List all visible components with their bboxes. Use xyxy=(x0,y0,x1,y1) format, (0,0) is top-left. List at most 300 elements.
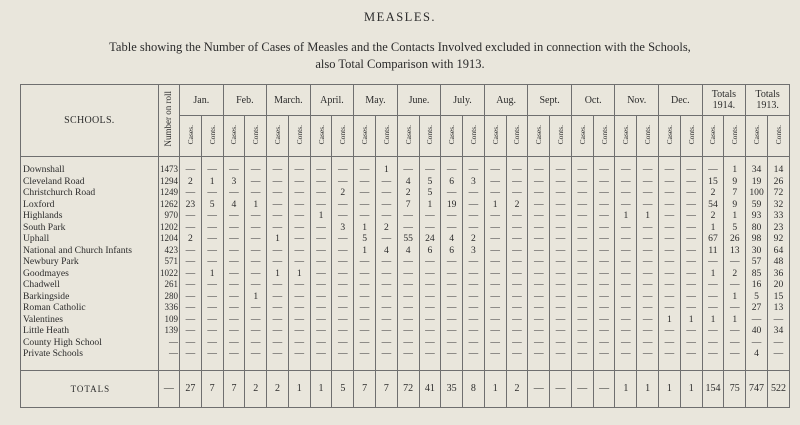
cases-subheader: Cases. xyxy=(267,116,289,157)
cases-cell: — xyxy=(354,199,376,211)
total-contacts-cell: 41 xyxy=(419,370,441,407)
contacts-cell: 2 xyxy=(375,222,397,234)
contacts-cell: 1 xyxy=(637,210,659,222)
contacts-cell: — xyxy=(332,279,354,291)
contacts-cell: — xyxy=(767,348,789,370)
month-header-may: May. xyxy=(354,85,398,116)
table-row xyxy=(21,279,790,291)
contacts-cell: 2 xyxy=(332,187,354,199)
contacts-cell: — xyxy=(288,157,310,176)
cases-cell: 1 xyxy=(310,210,332,222)
totals-roll: — xyxy=(158,370,179,407)
month-header-oct: Oct. xyxy=(571,85,615,116)
contacts-cell: — xyxy=(288,279,310,291)
cases-cell: — xyxy=(267,348,289,370)
cases-subheader: Cases. xyxy=(354,116,376,157)
contacts-cell: — xyxy=(637,291,659,303)
contacts-cell: — xyxy=(463,325,485,337)
contacts-cell: — xyxy=(680,187,702,199)
cases-cell: 4 xyxy=(397,176,419,188)
cases-cell: — xyxy=(659,302,681,314)
cases-cell: — xyxy=(571,325,593,337)
cases-cell: 4 xyxy=(441,233,463,245)
contacts-cell: — xyxy=(245,187,267,199)
cases-cell: — xyxy=(484,325,506,337)
contacts-cell: — xyxy=(419,222,441,234)
contacts-cell: — xyxy=(463,187,485,199)
school-name: Christchurch Road xyxy=(21,187,159,199)
contacts-cell: 72 xyxy=(767,187,789,199)
cases-cell: 4 xyxy=(223,199,245,211)
contacts-cell: 3 xyxy=(463,176,485,188)
number-on-roll: 109 xyxy=(158,314,179,326)
cases-cell: 1 xyxy=(354,245,376,257)
contacts-cell: — xyxy=(550,176,572,188)
cases-cell: — xyxy=(310,222,332,234)
cases-cell: — xyxy=(180,291,202,303)
cases-cell: — xyxy=(571,210,593,222)
contacts-cell: — xyxy=(680,337,702,349)
contacts-cell: — xyxy=(332,210,354,222)
cases-cell: — xyxy=(571,302,593,314)
contacts-cell: — xyxy=(680,233,702,245)
cases-cell: 30 xyxy=(746,245,768,257)
cases-cell: — xyxy=(267,302,289,314)
cases-cell: — xyxy=(571,157,593,176)
cases-cell: — xyxy=(528,337,550,349)
school-name: Barkingside xyxy=(21,291,159,303)
cases-cell: — xyxy=(310,314,332,326)
contacts-cell: 1 xyxy=(288,268,310,280)
month-header-april: April. xyxy=(310,85,354,116)
school-name: Valentines xyxy=(21,314,159,326)
cases-cell: 3 xyxy=(223,176,245,188)
measles-table xyxy=(20,84,790,408)
contacts-cell: — xyxy=(463,348,485,370)
contacts-cell: — xyxy=(506,245,528,257)
contacts-cell: — xyxy=(506,314,528,326)
cases-cell: — xyxy=(397,279,419,291)
cases-cell: — xyxy=(571,291,593,303)
contacts-cell: — xyxy=(724,325,746,337)
cases-cell: — xyxy=(702,256,724,268)
cases-cell: — xyxy=(615,245,637,257)
cases-cell: — xyxy=(180,268,202,280)
contacts-cell: — xyxy=(419,348,441,370)
contacts-cell: 34 xyxy=(767,325,789,337)
contacts-cell: — xyxy=(550,279,572,291)
contacts-cell: — xyxy=(593,291,615,303)
cases-cell: — xyxy=(659,210,681,222)
contacts-cell: — xyxy=(680,210,702,222)
school-name: Downshall xyxy=(21,157,159,176)
cases-cell: — xyxy=(354,348,376,370)
cases-cell: — xyxy=(484,256,506,268)
contacts-cell: — xyxy=(375,279,397,291)
contacts-cell: 14 xyxy=(767,157,789,176)
contacts-cell: — xyxy=(593,348,615,370)
contacts-cell: — xyxy=(419,302,441,314)
cases-cell: 40 xyxy=(746,325,768,337)
cases-cell: — xyxy=(528,176,550,188)
contacts-cell: 20 xyxy=(767,279,789,291)
table-row xyxy=(21,187,790,199)
contacts-cell: 6 xyxy=(419,245,441,257)
cases-cell: — xyxy=(267,337,289,349)
contacts-cell: — xyxy=(245,279,267,291)
contacts-cell: — xyxy=(593,337,615,349)
cases-cell: — xyxy=(354,291,376,303)
contacts-cell: — xyxy=(288,325,310,337)
cases-cell: — xyxy=(180,348,202,370)
cases-cell: — xyxy=(223,268,245,280)
contacts-cell: — xyxy=(506,268,528,280)
cases-cell: 1 xyxy=(615,210,637,222)
contacts-cell: — xyxy=(593,233,615,245)
total-contacts-cell: 522 xyxy=(767,370,789,407)
cases-cell: — xyxy=(180,157,202,176)
contacts-cell: — xyxy=(724,279,746,291)
contacts-cell: 15 xyxy=(767,291,789,303)
contacts-cell: — xyxy=(550,210,572,222)
contacts-cell: — xyxy=(375,233,397,245)
cases-cell: — xyxy=(310,291,332,303)
contacts-cell: — xyxy=(550,325,572,337)
contacts-cell: — xyxy=(201,291,223,303)
cases-cell: 11 xyxy=(702,245,724,257)
contacts-cell: — xyxy=(375,337,397,349)
contacts-cell: — xyxy=(506,210,528,222)
school-name: Roman Catholic xyxy=(21,302,159,314)
contacts-cell: — xyxy=(680,268,702,280)
contacts-cell: 7 xyxy=(724,187,746,199)
cases-cell: 5 xyxy=(354,233,376,245)
number-on-roll: 1202 xyxy=(160,221,179,232)
cases-cell: — xyxy=(571,337,593,349)
cases-cell: — xyxy=(528,187,550,199)
contacts-cell: 1 xyxy=(245,291,267,303)
school-name: Highlands xyxy=(21,210,159,222)
contacts-cell: — xyxy=(593,256,615,268)
cases-cell: — xyxy=(310,256,332,268)
contacts-cell: — xyxy=(593,325,615,337)
cases-cell: — xyxy=(659,245,681,257)
cases-cell: — xyxy=(397,291,419,303)
totals-1913-header: Totals 1913. xyxy=(746,85,790,116)
contacts-cell: 1 xyxy=(724,210,746,222)
contacts-cell: 1 xyxy=(724,291,746,303)
contacts-cell: — xyxy=(767,314,789,326)
number-on-roll: 571 xyxy=(158,256,179,268)
contacts-cell: 92 xyxy=(767,233,789,245)
contacts-cell: — xyxy=(680,176,702,188)
month-header-july: July. xyxy=(441,85,485,116)
cases-cell: — xyxy=(441,210,463,222)
contacts-cell: — xyxy=(375,314,397,326)
table-row xyxy=(21,222,790,234)
cases-cell: — xyxy=(223,314,245,326)
contacts-cell: — xyxy=(506,157,528,176)
cases-cell: — xyxy=(615,199,637,211)
contacts-cell: — xyxy=(245,268,267,280)
contacts-cell: — xyxy=(637,245,659,257)
cases-cell: 80 xyxy=(746,222,768,234)
contacts-cell: — xyxy=(637,233,659,245)
number-on-roll: 1249 xyxy=(160,187,179,197)
cases-cell: — xyxy=(615,291,637,303)
cases-cell: 1 xyxy=(267,233,289,245)
table-row xyxy=(21,325,790,337)
contacts-cell: 2 xyxy=(506,199,528,211)
contacts-cell: 2 xyxy=(463,233,485,245)
cases-cell: — xyxy=(659,348,681,370)
cases-cell: — xyxy=(267,325,289,337)
total-contacts-cell: 7 xyxy=(375,370,397,407)
contacts-cell: — xyxy=(593,176,615,188)
cases-cell: — xyxy=(223,291,245,303)
cases-cell: 1 xyxy=(702,222,724,234)
total-cases-cell: 1 xyxy=(615,370,637,407)
number-on-roll: 1022 xyxy=(160,267,179,278)
cases-cell: — xyxy=(571,348,593,370)
cases-cell: — xyxy=(702,157,724,176)
contacts-cell: — xyxy=(332,291,354,303)
cases-cell: — xyxy=(310,279,332,291)
cases-cell: — xyxy=(528,291,550,303)
total-cases-cell: 2 xyxy=(267,370,289,407)
contacts-cell: — xyxy=(680,291,702,303)
conts-subheader: Conts. xyxy=(332,116,354,157)
contacts-cell: 1 xyxy=(680,314,702,326)
cases-cell: — xyxy=(702,302,724,314)
cases-cell: 4 xyxy=(746,348,768,370)
cases-cell: — xyxy=(354,268,376,280)
contacts-cell: — xyxy=(288,187,310,199)
table-caption-line-2: also Total Comparison with 1913. xyxy=(315,57,485,71)
cases-cell: — xyxy=(310,325,332,337)
contacts-cell: — xyxy=(332,245,354,257)
number-on-roll-header: Number on roll xyxy=(158,85,179,157)
contacts-cell: 1 xyxy=(419,199,441,211)
contacts-cell: — xyxy=(506,176,528,188)
contacts-cell: — xyxy=(201,279,223,291)
cases-cell: — xyxy=(441,187,463,199)
table-row xyxy=(21,302,790,314)
cases-cell: — xyxy=(267,187,289,199)
cases-cell: 2 xyxy=(397,187,419,199)
cases-cell: — xyxy=(528,245,550,257)
cases-cell: — xyxy=(223,245,245,257)
totals-1914-header: Totals 1914. xyxy=(702,85,746,116)
cases-cell: — xyxy=(441,291,463,303)
cases-cell: 16 xyxy=(746,279,768,291)
cases-cell: — xyxy=(659,325,681,337)
cases-cell: — xyxy=(615,302,637,314)
totals-row xyxy=(21,370,790,407)
contacts-cell: — xyxy=(463,256,485,268)
contacts-cell: — xyxy=(593,187,615,199)
contacts-cell: — xyxy=(550,314,572,326)
cases-cell: — xyxy=(223,325,245,337)
cases-subheader: Cases. xyxy=(180,116,202,157)
contacts-cell: — xyxy=(637,348,659,370)
contacts-cell: — xyxy=(201,348,223,370)
month-header-jan: Jan. xyxy=(180,85,224,116)
contacts-cell: — xyxy=(201,337,223,349)
cases-subheader: Cases. xyxy=(441,116,463,157)
contacts-cell: — xyxy=(375,199,397,211)
contacts-cell: — xyxy=(550,233,572,245)
cases-cell: — xyxy=(571,314,593,326)
total-contacts-cell: 2 xyxy=(245,370,267,407)
cases-cell: — xyxy=(180,256,202,268)
cases-cell: — xyxy=(659,291,681,303)
contacts-cell: 9 xyxy=(724,176,746,188)
contacts-cell: — xyxy=(550,337,572,349)
contacts-cell: — xyxy=(680,302,702,314)
cases-cell: — xyxy=(180,325,202,337)
contacts-cell: — xyxy=(637,256,659,268)
conts-subheader: Conts. xyxy=(375,116,397,157)
cases-cell: — xyxy=(528,256,550,268)
contacts-cell: — xyxy=(593,245,615,257)
contacts-cell: — xyxy=(245,314,267,326)
contacts-cell: — xyxy=(201,187,223,199)
cases-cell: — xyxy=(354,187,376,199)
contacts-cell: 48 xyxy=(767,256,789,268)
contacts-cell: — xyxy=(680,199,702,211)
cases-cell: — xyxy=(571,233,593,245)
contacts-cell: — xyxy=(419,210,441,222)
cases-cell: — xyxy=(441,314,463,326)
contacts-cell: — xyxy=(288,176,310,188)
contacts-cell: — xyxy=(201,157,223,176)
total-cases-cell: 1 xyxy=(310,370,332,407)
total-contacts-cell: 7 xyxy=(201,370,223,407)
school-name: Cleveland Road xyxy=(21,176,159,188)
month-header-aug: Aug. xyxy=(484,85,528,116)
number-on-roll: 970 xyxy=(158,210,179,222)
contacts-cell: — xyxy=(245,337,267,349)
contacts-cell: — xyxy=(419,256,441,268)
contacts-cell: — xyxy=(463,291,485,303)
contacts-cell: — xyxy=(637,199,659,211)
cases-cell: — xyxy=(397,302,419,314)
cases-cell: — xyxy=(571,256,593,268)
cases-cell: — xyxy=(615,279,637,291)
contacts-cell: — xyxy=(332,337,354,349)
conts-subheader: Conts. xyxy=(419,116,441,157)
cases-cell: — xyxy=(659,268,681,280)
cases-cell: 2 xyxy=(702,187,724,199)
cases-cell: — xyxy=(223,279,245,291)
cases-cell: — xyxy=(441,325,463,337)
contacts-cell: — xyxy=(724,256,746,268)
total-cases-cell: 1 xyxy=(484,370,506,407)
total-contacts-cell: 1 xyxy=(288,370,310,407)
cases-cell: — xyxy=(659,256,681,268)
cases-subheader: Cases. xyxy=(397,116,419,157)
contacts-cell: — xyxy=(245,256,267,268)
number-on-roll: 261 xyxy=(158,279,179,291)
contacts-cell: — xyxy=(419,279,441,291)
cases-cell: — xyxy=(223,348,245,370)
contacts-cell: — xyxy=(245,176,267,188)
cases-cell: — xyxy=(310,245,332,257)
contacts-cell: — xyxy=(288,291,310,303)
conts-subheader: Conts. xyxy=(680,116,702,157)
cases-cell: — xyxy=(180,302,202,314)
contacts-cell: — xyxy=(375,348,397,370)
cases-cell: — xyxy=(702,348,724,370)
cases-cell: — xyxy=(441,222,463,234)
cases-cell: 15 xyxy=(702,176,724,188)
cases-cell: 54 xyxy=(702,199,724,211)
total-contacts-cell: — xyxy=(593,370,615,407)
cases-cell: — xyxy=(484,233,506,245)
cases-cell: — xyxy=(397,348,419,370)
cases-cell: 27 xyxy=(746,302,768,314)
contacts-cell: — xyxy=(506,222,528,234)
cases-cell: — xyxy=(441,337,463,349)
cases-cell: 23 xyxy=(180,199,202,211)
contacts-cell: — xyxy=(637,337,659,349)
contacts-cell: 2 xyxy=(724,268,746,280)
contacts-cell: — xyxy=(463,314,485,326)
contacts-cell: — xyxy=(288,256,310,268)
cases-cell: — xyxy=(180,314,202,326)
contacts-cell: 1 xyxy=(201,268,223,280)
cases-cell: 19 xyxy=(746,176,768,188)
cases-cell: — xyxy=(702,279,724,291)
contacts-cell: — xyxy=(375,210,397,222)
schools-column-header: SCHOOLS. xyxy=(21,85,159,157)
contacts-cell: 33 xyxy=(767,210,789,222)
contacts-cell: — xyxy=(463,222,485,234)
cases-cell: 1 xyxy=(702,314,724,326)
cases-cell: — xyxy=(397,222,419,234)
cases-cell: — xyxy=(223,157,245,176)
total-cases-cell: 7 xyxy=(223,370,245,407)
cases-cell: — xyxy=(310,268,332,280)
school-name: Chadwell xyxy=(21,279,159,291)
cases-cell: — xyxy=(615,325,637,337)
contacts-cell: — xyxy=(245,325,267,337)
conts-subheader: Conts. xyxy=(201,116,223,157)
contacts-cell: — xyxy=(419,325,441,337)
contacts-cell: — xyxy=(724,337,746,349)
contacts-cell: — xyxy=(550,222,572,234)
cases-cell: — xyxy=(484,302,506,314)
cases-cell: — xyxy=(354,210,376,222)
cases-cell: 2 xyxy=(180,233,202,245)
cases-cell: — xyxy=(528,233,550,245)
contacts-cell: — xyxy=(288,222,310,234)
cases-cell: — xyxy=(223,302,245,314)
table-caption-line-1: Table showing the Number of Cases of Measles and the Contacts Involved excluded in connection with the Schools, xyxy=(109,40,691,54)
totals-label: TOTALS xyxy=(21,370,159,407)
contacts-cell: 5 xyxy=(201,199,223,211)
cases-cell: — xyxy=(746,337,768,349)
cases-cell: — xyxy=(180,187,202,199)
contacts-cell: — xyxy=(680,256,702,268)
contacts-cell: — xyxy=(463,337,485,349)
contacts-cell: — xyxy=(245,302,267,314)
cases-cell: — xyxy=(267,199,289,211)
contacts-cell: — xyxy=(332,325,354,337)
contacts-cell: — xyxy=(593,314,615,326)
contacts-cell: — xyxy=(463,279,485,291)
